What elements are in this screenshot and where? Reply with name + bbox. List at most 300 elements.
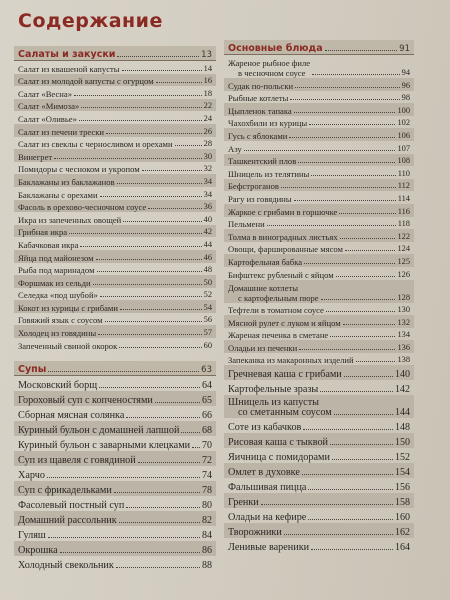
toc-entry[interactable] [224, 463, 414, 478]
entry-title [228, 398, 332, 418]
entry-title: Салат из молодой капусты с огурцом [18, 76, 154, 87]
toc-entry[interactable] [14, 406, 216, 421]
dot-leader [80, 246, 201, 247]
toc-entry[interactable] [14, 212, 216, 225]
toc-entry[interactable] [14, 99, 216, 112]
toc-entry[interactable] [224, 154, 414, 167]
entry-page-number: 126 [397, 269, 410, 279]
entry-title: Овощи, фаршированные мясом [228, 244, 343, 255]
dot-leader [267, 225, 396, 226]
toc-entry[interactable] [14, 225, 216, 238]
entry-title-line2: с картофельным пюре [238, 292, 319, 303]
entry-page-number: 134 [397, 330, 410, 340]
section-page-number: 13 [201, 50, 212, 60]
toc-entry[interactable] [14, 376, 216, 391]
entry-page-number: 102 [397, 118, 410, 128]
entry-title-line2: со сметанным соусом [238, 407, 332, 419]
page-title: Содержание [18, 10, 163, 32]
toc-entry[interactable] [14, 74, 216, 87]
entry-title: Жаркое с грибами в горшочке [228, 206, 338, 217]
dot-leader [311, 549, 393, 550]
dot-leader [294, 112, 396, 113]
toc-entry[interactable] [224, 315, 414, 328]
toc-entry[interactable] [224, 303, 414, 316]
dot-leader [309, 124, 395, 125]
entry-page-number: 106 [397, 130, 410, 140]
dot-leader [336, 276, 396, 277]
entry-title [228, 58, 310, 78]
dot-leader [99, 387, 200, 388]
toc-entry[interactable] [224, 280, 414, 303]
toc-entry[interactable] [14, 511, 216, 526]
toc-entry[interactable] [224, 433, 414, 448]
toc-entry[interactable] [224, 191, 414, 204]
entry-page-number: 44 [203, 239, 212, 249]
dot-leader [100, 196, 202, 197]
entry-page-number: 18 [203, 88, 212, 98]
entry-title: Оладьи на кефире [228, 512, 307, 524]
dot-leader [244, 150, 396, 151]
dot-leader [106, 133, 202, 134]
dot-leader [54, 158, 201, 159]
entry-title: Оладьи из печенки [228, 342, 298, 353]
toc-entry[interactable] [14, 237, 216, 250]
entry-page-number: 57 [203, 328, 212, 338]
entry-page-number: 14 [203, 63, 212, 73]
entry-title: Холодный свекольник [18, 559, 114, 571]
entry-title: Холодец из говядины [18, 328, 97, 339]
entry-title: Судак по-польски [228, 80, 294, 91]
entry-title: Салат из печени трески [18, 126, 105, 137]
entry-title-line2: в чесночном соусе [238, 68, 306, 78]
entry-title: Бефстроганов [228, 181, 279, 192]
dot-leader [138, 462, 200, 463]
dot-leader [117, 56, 199, 57]
entry-title: Салат «Оливье» [18, 113, 77, 124]
entry-title: Грибная икра [18, 227, 68, 238]
toc-entry[interactable] [14, 391, 216, 406]
toc-entry[interactable] [224, 538, 414, 553]
dot-leader [299, 349, 395, 350]
dot-leader [47, 477, 200, 478]
toc-entry[interactable] [14, 111, 216, 124]
entry-title: Фальшивая пицца [228, 482, 307, 494]
section-page-number: 63 [201, 364, 212, 375]
entry-title: Рагу из говядины [228, 193, 292, 204]
right-column [224, 40, 414, 563]
entry-title: Московский борщ [18, 379, 98, 391]
entry-page-number: 50 [203, 277, 212, 287]
entry-title: Пельмени [228, 219, 265, 230]
toc-entry[interactable] [224, 229, 414, 242]
dot-leader [334, 414, 393, 415]
section-page-number: 91 [399, 44, 410, 54]
dot-leader [326, 311, 396, 312]
toc-entry[interactable] [224, 380, 414, 395]
section-1 [14, 361, 216, 571]
dot-leader [96, 259, 202, 260]
dot-leader [175, 145, 202, 146]
section-0 [14, 46, 216, 351]
entry-page-number: 28 [203, 139, 212, 149]
entry-title: Суп с фрикадельками [18, 484, 112, 496]
entry-page-number: 86 [202, 544, 212, 556]
entry-title: Суп из щавеля с говядиной [18, 454, 136, 466]
toc-entry[interactable] [224, 141, 414, 154]
entry-page-number: 144 [395, 407, 410, 419]
section-heading [14, 46, 216, 61]
entry-title: Творожники [228, 527, 282, 539]
entry-title: Салат «Весна» [18, 88, 72, 99]
toc-entry[interactable] [14, 481, 216, 496]
toc-entry[interactable] [224, 55, 414, 78]
entry-title: Фасоль в орехово-чесночном соусе [18, 202, 147, 213]
toc-entry[interactable] [14, 325, 216, 338]
toc-entry[interactable] [14, 556, 216, 571]
entry-page-number: 26 [203, 126, 212, 136]
entry-page-number: 142 [395, 384, 410, 396]
dot-leader [100, 296, 202, 297]
section-heading [224, 40, 414, 55]
entry-page-number: 74 [202, 469, 212, 481]
dot-leader [97, 271, 202, 272]
toc-entry[interactable] [14, 162, 216, 175]
entry-title: Цыпленок тапака [228, 105, 292, 116]
entry-page-number: 48 [203, 265, 212, 275]
dot-leader [60, 552, 200, 553]
dot-leader [295, 87, 400, 88]
entry-page-number: 136 [397, 342, 410, 352]
entry-title: Икра из запеченных овощей [18, 214, 122, 225]
toc-entry[interactable] [14, 275, 216, 288]
entry-title: Салат из свеклы с черносливом и орехами [18, 139, 173, 150]
entry-title: Окрошка [18, 544, 58, 556]
entry-title-line1: Жареное рыбное филе [228, 58, 311, 68]
entry-title: Ленивые вареники [228, 542, 310, 554]
dot-leader [98, 334, 202, 335]
entry-title: Гороховый суп с копченостями [18, 394, 153, 406]
toc-entry[interactable] [224, 523, 414, 538]
toc-entry[interactable] [224, 179, 414, 192]
dot-leader [302, 474, 393, 475]
entry-page-number: 160 [395, 512, 410, 524]
entry-list [14, 376, 216, 571]
entry-page-number: 64 [202, 379, 212, 391]
entry-page-number: 72 [202, 454, 212, 466]
entry-page-number: 164 [395, 542, 410, 554]
entry-page-number: 42 [203, 227, 212, 237]
dot-leader [339, 213, 395, 214]
dot-leader [105, 321, 202, 322]
toc-entry[interactable] [224, 78, 414, 91]
section-heading [14, 361, 216, 376]
dot-leader [284, 534, 393, 535]
toc-entry[interactable] [14, 288, 216, 301]
entry-page-number: 107 [397, 143, 410, 153]
dot-leader [192, 447, 200, 448]
dot-leader [155, 402, 200, 403]
entry-title: Омлет в духовке [228, 467, 300, 479]
toc-entry[interactable] [224, 448, 414, 463]
entry-page-number: 130 [397, 305, 410, 315]
entry-page-number: 96 [401, 80, 410, 90]
dot-leader [321, 299, 396, 300]
dot-leader [81, 107, 201, 108]
entry-page-number: 52 [203, 290, 212, 300]
entry-page-number: 32 [203, 164, 212, 174]
dot-leader [181, 432, 200, 433]
toc-entry[interactable] [14, 338, 216, 351]
dot-leader [119, 522, 200, 523]
entry-title: Запеканка из макаронных изделий [228, 355, 354, 366]
toc-entry[interactable] [224, 267, 414, 280]
entry-page-number: 82 [202, 514, 212, 526]
entry-page-number: 148 [395, 422, 410, 434]
entry-page-number: 116 [397, 206, 410, 216]
toc-entry[interactable] [224, 353, 414, 366]
entry-page-number: 56 [203, 315, 212, 325]
section-main-dishes [224, 40, 414, 553]
entry-page-number: 68 [202, 424, 212, 436]
entry-page-number: 132 [397, 317, 410, 327]
entry-page-number: 66 [202, 409, 212, 421]
dot-leader [120, 309, 202, 310]
entry-title: Рисовая каша с тыквой [228, 437, 328, 449]
entry-page-number: 122 [397, 231, 410, 241]
entry-title: Азу [228, 143, 242, 154]
toc-entry[interactable] [14, 124, 216, 137]
dot-leader [156, 82, 202, 83]
entry-title: Жареная печенка в сметане [228, 330, 329, 341]
toc-entry[interactable] [14, 466, 216, 481]
entry-page-number: 36 [203, 202, 212, 212]
dot-leader [261, 504, 393, 505]
entry-page-number: 112 [397, 181, 410, 191]
entry-page-number: 24 [203, 113, 212, 123]
dot-leader [126, 507, 200, 508]
entry-title: Чахохбили из курицы [228, 118, 308, 129]
dot-leader [122, 70, 202, 71]
toc-entry[interactable] [224, 478, 414, 493]
dot-leader [117, 183, 202, 184]
toc-entry[interactable] [224, 242, 414, 255]
dot-leader [116, 567, 200, 568]
entry-page-number: 156 [395, 482, 410, 494]
toc-entry[interactable] [224, 116, 414, 129]
dot-leader [340, 238, 396, 239]
dot-leader [119, 347, 201, 348]
entry-page-number: 65 [202, 394, 212, 406]
entry-title: Шницель из телятины [228, 168, 310, 179]
entry-page-number: 88 [202, 559, 212, 571]
dot-leader [126, 417, 200, 418]
entry-title: Кокот из курицы с грибами [18, 302, 118, 313]
entry-title: Форшмак из сельди [18, 277, 91, 288]
toc-entry[interactable] [14, 61, 216, 74]
section-title: Супы [18, 363, 47, 375]
entry-page-number: 16 [203, 76, 212, 86]
dot-leader [304, 263, 395, 264]
dot-leader [69, 233, 202, 234]
entry-title: Ташкентский плов [228, 156, 297, 167]
entry-title: Гуляш [18, 529, 46, 541]
toc-entry[interactable] [224, 340, 414, 353]
toc-entry[interactable] [14, 263, 216, 276]
entry-title: Салат из квашеной капусты [18, 63, 120, 74]
entry-page-number: 94 [401, 68, 410, 77]
toc-entry[interactable] [224, 128, 414, 141]
dot-leader [281, 187, 396, 188]
entry-page-number: 138 [397, 355, 410, 365]
entry-page-number: 60 [203, 340, 212, 350]
entry-title: Картофельные зразы [228, 384, 319, 396]
entry-page-number: 110 [397, 168, 410, 178]
toc-entry[interactable] [224, 254, 414, 267]
entry-page-number: 30 [203, 151, 212, 161]
toc-entry[interactable] [224, 328, 414, 341]
left-column [14, 46, 216, 581]
toc-entry[interactable] [14, 451, 216, 466]
toc-entry[interactable] [14, 421, 216, 436]
entry-title: Яичница с помидорами [228, 452, 330, 464]
entry-page-number: 34 [203, 176, 212, 186]
dot-leader [303, 429, 393, 430]
toc-entry[interactable] [14, 496, 216, 511]
dot-leader [330, 444, 393, 445]
dot-leader [320, 391, 393, 392]
toc-entry[interactable] [224, 91, 414, 104]
dot-leader [343, 324, 396, 325]
toc-entry[interactable] [14, 86, 216, 99]
entry-title: Мясной рулет с луком и яйцом [228, 317, 341, 328]
entry-page-number: 84 [202, 529, 212, 541]
dot-leader [148, 208, 201, 209]
entry-title: Домашний рассольник [18, 514, 117, 526]
dot-leader [290, 99, 399, 100]
entry-list [14, 61, 216, 351]
dot-leader [356, 361, 396, 362]
dot-leader [114, 492, 200, 493]
entry-page-number: 125 [397, 256, 410, 266]
dot-leader [298, 162, 395, 163]
toc-entry[interactable] [224, 493, 414, 508]
dot-leader [311, 175, 395, 176]
entry-page-number: 154 [395, 467, 410, 479]
entry-page-number: 100 [397, 105, 410, 115]
entry-title: Винегрет [18, 151, 53, 162]
entry-title [228, 283, 319, 303]
entry-title: Яйца под майонезом [18, 252, 94, 263]
toc-entry[interactable] [14, 541, 216, 556]
entry-title: Куриный бульон с домашней лапшой [18, 424, 180, 436]
toc-entry[interactable] [14, 137, 216, 150]
entry-title: Фасолевый постный суп [18, 499, 125, 511]
dot-leader [330, 336, 395, 337]
entry-page-number: 140 [395, 369, 410, 381]
entry-title: Баклажаны с орехами [18, 189, 98, 200]
entry-title: Запеченный свиной окорок [18, 340, 118, 351]
entry-title: Куриный бульон с заварными клецками [18, 439, 191, 451]
entry-title: Тефтели в томатном соусе [228, 305, 324, 316]
toc-entry[interactable] [14, 250, 216, 263]
dot-leader [142, 170, 202, 171]
dot-leader [289, 137, 395, 138]
entry-page-number: 54 [203, 302, 212, 312]
entry-title: Гречневая каша с грибами [228, 369, 342, 381]
entry-page-number: 124 [397, 244, 410, 254]
entry-page-number: 162 [395, 527, 410, 539]
entry-page-number: 108 [397, 156, 410, 166]
entry-page-number: 150 [395, 437, 410, 449]
dot-leader [308, 489, 393, 490]
entry-page-number: 152 [395, 452, 410, 464]
entry-list [224, 55, 414, 553]
dot-leader [344, 376, 393, 377]
toc-entry[interactable] [224, 508, 414, 523]
dot-leader [308, 519, 393, 520]
toc-entry[interactable] [14, 313, 216, 326]
entry-page-number: 46 [203, 252, 212, 262]
toc-entry[interactable] [224, 166, 414, 179]
toc-entry[interactable] [224, 395, 414, 418]
entry-title: Селедка «под шубой» [18, 290, 98, 301]
entry-page-number: 118 [397, 219, 410, 229]
entry-title: Рыбные котлеты [228, 93, 289, 104]
entry-title-line1: Шницель из капусты [228, 397, 320, 409]
dot-leader [74, 95, 202, 96]
toc-entry[interactable] [14, 300, 216, 313]
toc-entry[interactable] [14, 174, 216, 187]
toc-entry[interactable] [224, 204, 414, 217]
entry-title: Толма в виноградных листьях [228, 231, 338, 242]
entry-page-number: 80 [202, 499, 212, 511]
toc-entry[interactable] [224, 365, 414, 380]
entry-page-number: 98 [401, 93, 410, 103]
entry-page-number: 158 [395, 497, 410, 509]
entry-title: Помидоры с чесноком и укропом [18, 164, 140, 175]
toc-entry[interactable] [224, 103, 414, 116]
dot-leader [123, 221, 201, 222]
entry-title: Салат «Мимоза» [18, 101, 80, 112]
entry-page-number: 40 [203, 214, 212, 224]
toc-entry[interactable] [14, 187, 216, 200]
entry-title: Гусь с яблоками [228, 130, 288, 141]
toc-entry[interactable] [224, 217, 414, 230]
entry-page-number: 114 [397, 193, 410, 203]
toc-entry[interactable] [14, 200, 216, 213]
dot-leader [79, 120, 202, 121]
entry-title: Гренки [228, 497, 259, 509]
entry-page-number: 70 [202, 439, 212, 451]
entry-title: Рыба под маринадом [18, 265, 95, 276]
dot-leader [345, 250, 395, 251]
dot-leader [325, 50, 398, 51]
entry-title-line1: Домашние котлеты [228, 282, 299, 293]
dot-leader [48, 537, 200, 538]
toc-entry[interactable] [224, 418, 414, 433]
toc-entry[interactable] [14, 436, 216, 451]
dot-leader [48, 371, 199, 372]
entry-title: Бифштекс рубленый с яйцом [228, 269, 334, 280]
toc-entry[interactable] [14, 149, 216, 162]
entry-page-number: 22 [203, 101, 212, 111]
dot-leader [294, 200, 396, 201]
dot-leader [332, 459, 393, 460]
entry-page-number: 128 [397, 292, 410, 302]
section-title: Салаты и закуски [18, 49, 116, 60]
section-title: Основные блюда [228, 43, 323, 54]
toc-entry[interactable] [14, 526, 216, 541]
